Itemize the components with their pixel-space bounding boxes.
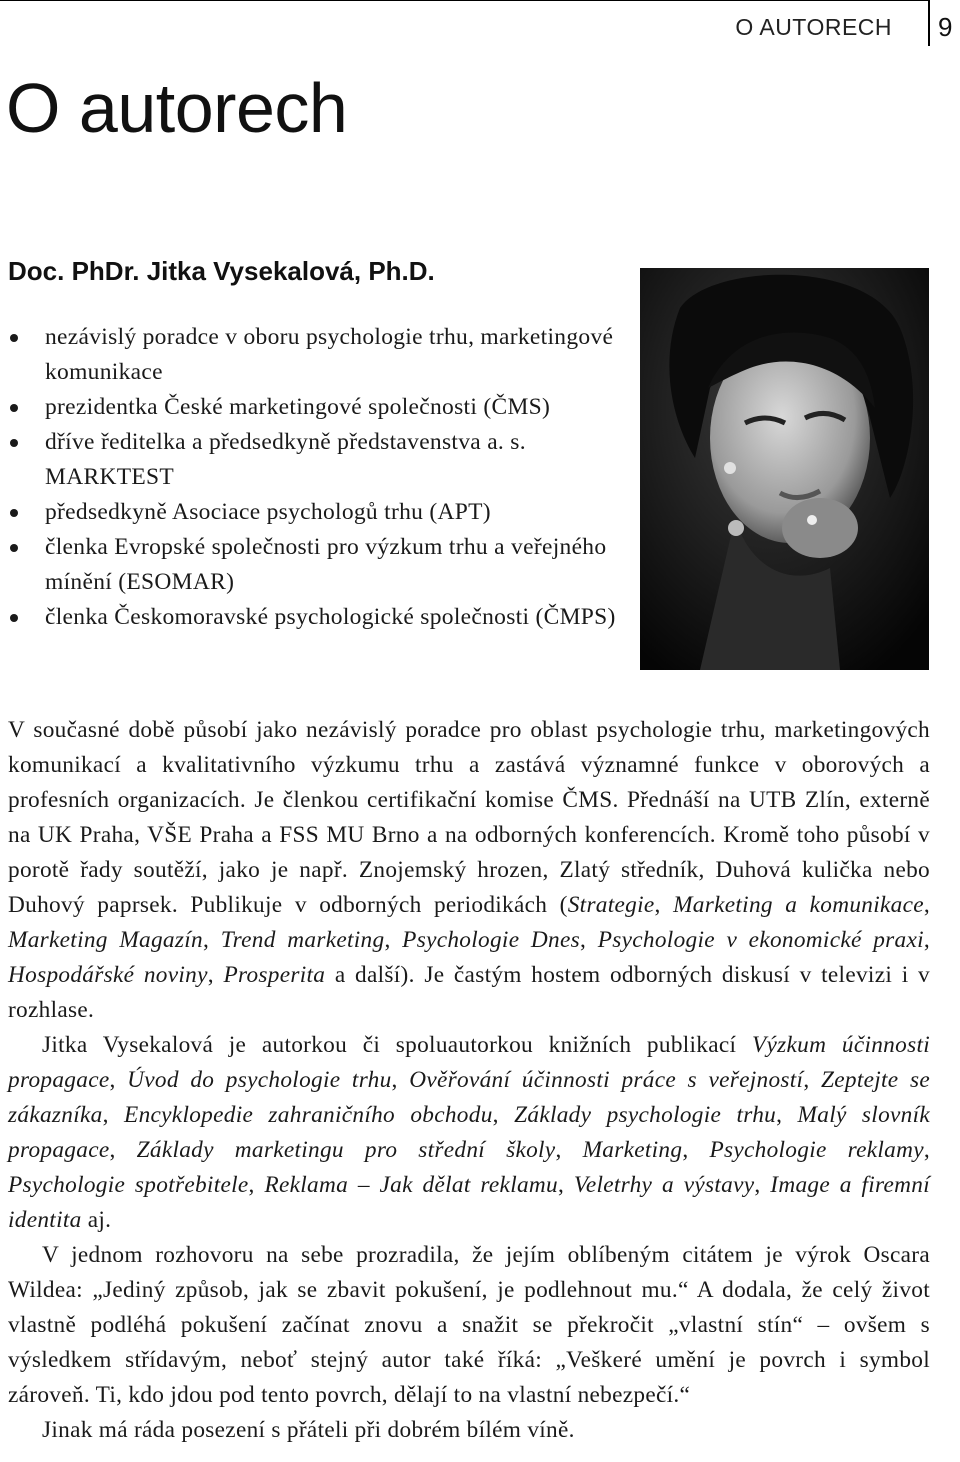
book-title: Reklama – Jak dělat reklamu [264,1172,558,1198]
book-title: Základy marketingu pro střední školy [136,1137,556,1163]
periodical-title: Psychologie v ekonomické praxi [597,927,924,953]
page-title: O autorech [6,69,348,147]
page-number: 9 [938,12,953,42]
role-item: prezidentka České marketingové společnosti (ČMS) [8,390,618,425]
periodical-title: Strategie [567,892,655,918]
paragraph-career: V současné době působí jako nezávislý poradce pro oblast psychologie trhu, marketingových komunikací a kvalitativního výzkumu trhu a zastává významné funkce v oborových a profesních organizacích. Je členkou certifikační komise ČMS. Přednáší na UTB Zlín, externě na UK Praha, VŠE Praha a FSS MU Brno a na odborných konferencích. Kromě toho působí v porotě řady soutěží, jako je např. Znojemský hrozen, Zlatý středník, Duhová kulička nebo Duhový paprsek. Publikuje v odborných periodikách (Strategie, Marketing a komunikace, Marketing Magazín, Trend marketing, Psychologie Dnes, Psychologie v ekonomické praxi, Hospodářské noviny, Prosperita a další). Je častým hostem odborných diskusí v televizi i v rozhlase. [8,717,931,1023]
role-item: předsedkyně Asociace psychologů trhu (APT) [8,495,618,530]
role-item: dříve ředitelka a předsedkyně představenstva a. s. MARKTEST [8,425,618,495]
portrait-illustration [640,268,929,670]
book-title: Marketing [582,1137,683,1163]
text-span: V současné době působí jako nezávislý poradce pro oblast psychologie trhu, marketingových komunikací a kvalitativního výzkumu trhu a zastává významné funkce v oborových a profesních organizacích. Je členkou certifikační komise ČMS. Přednáší na UTB Zlín, externě na UK Praha, VŠE Praha a FSS MU Brno a na odborných konferencích. Kromě toho působí v porotě řady soutěží, jako je např. Znojemský hrozen, Zlatý středník, Duhová kulička nebo Duhový paprsek. Publikuje v odborných periodikách ( [8,717,930,918]
author-name: Doc. PhDr. Jitka Vysekalová, Ph.D. [8,256,435,286]
author-portrait [640,268,929,670]
paragraph-quote: V jednom rozhovoru na sebe prozradila, že jejím oblíbeným citátem je výrok Oscara Wildea: „Jediný způsob, jak se zbavit pokušení, je podlehnout mu.“ A dodala, že celý život vlastně podléhá pokušení začínat znovu a snažit se překročit „vlastní stín“ – ovšem s výsledkem střídavým, neboť stejný autor také říká: „Veškeré umění je povrch i symbol zároveň. Ti, kdo jdou pod tento povrch, dělají to na vlastní nebezpečí.“ [8,1242,930,1408]
book-title: Úvod do psychologie trhu [127,1067,392,1093]
text-span: aj. [81,1207,112,1233]
body-text [8,713,930,1448]
book-title: Malý slovník propagace [8,1102,931,1163]
book-title: Encyklopedie zahraničního obchodu [124,1102,493,1128]
periodical-title: Prosperita [223,962,326,988]
periodical-title: Trend marketing [220,927,385,953]
text-span: a další). Je častým hostem odborných diskusí v televizi i v rozhlase. [8,962,930,1023]
role-item: členka Evropské společnosti pro výzkum trhu a veřejného mínění (ESOMAR) [8,530,618,600]
book-title: Image a firemní identita [8,1172,931,1233]
periodical-title: Psychologie Dnes [402,927,580,953]
periodical-title: Marketing a komunikace [673,892,924,918]
book-title: Psychologie spotřebitele [8,1172,249,1198]
paragraph-closing: Jinak má ráda posezení s přáteli při dobrém bílém víně. [42,1417,575,1443]
book-title: Veletrhy a výstavy [573,1172,755,1198]
periodical-title: Marketing Magazín [8,927,203,953]
header-divider [928,0,930,46]
running-head: O AUTORECH [735,14,892,40]
book-title: Zeptejte se zákazníka [8,1067,930,1128]
role-list [8,320,618,635]
role-item: členka Českomoravské psychologické společnosti (ČMPS) [8,600,618,635]
role-item: nezávislý poradce v oboru psychologie trhu, marketingové komunikace [8,320,618,390]
book-title: Výzkum účinnosti propagace [8,1032,930,1093]
book-title: Psychologie reklamy [709,1137,924,1163]
book-title: Ověřování účinnosti práce s veřejností [409,1067,804,1093]
periodical-title: Hospodářské noviny [8,962,208,988]
header-rule [0,0,930,1]
paragraph-publications: Jitka Vysekalová je autorkou či spoluautorkou knižních publikací Výzkum účinnosti propagace, Úvod do psychologie trhu, Ověřování účinnosti práce s veřejností, Zeptejte se zákazníka, Encyklopedie zahraničního obchodu, Základy psychologie trhu, Malý slovník propagace, Základy marketingu pro střední školy, Marketing, Psychologie reklamy, Psychologie spotřebitele, Reklama – Jak dělat reklamu, Veletrhy a výstavy, Image a firemní identita aj. [8,1032,931,1233]
book-title: Základy psychologie trhu [514,1102,777,1128]
text-span: Jitka Vysekalová je autorkou či spoluautorkou knižních publikací [42,1032,752,1058]
